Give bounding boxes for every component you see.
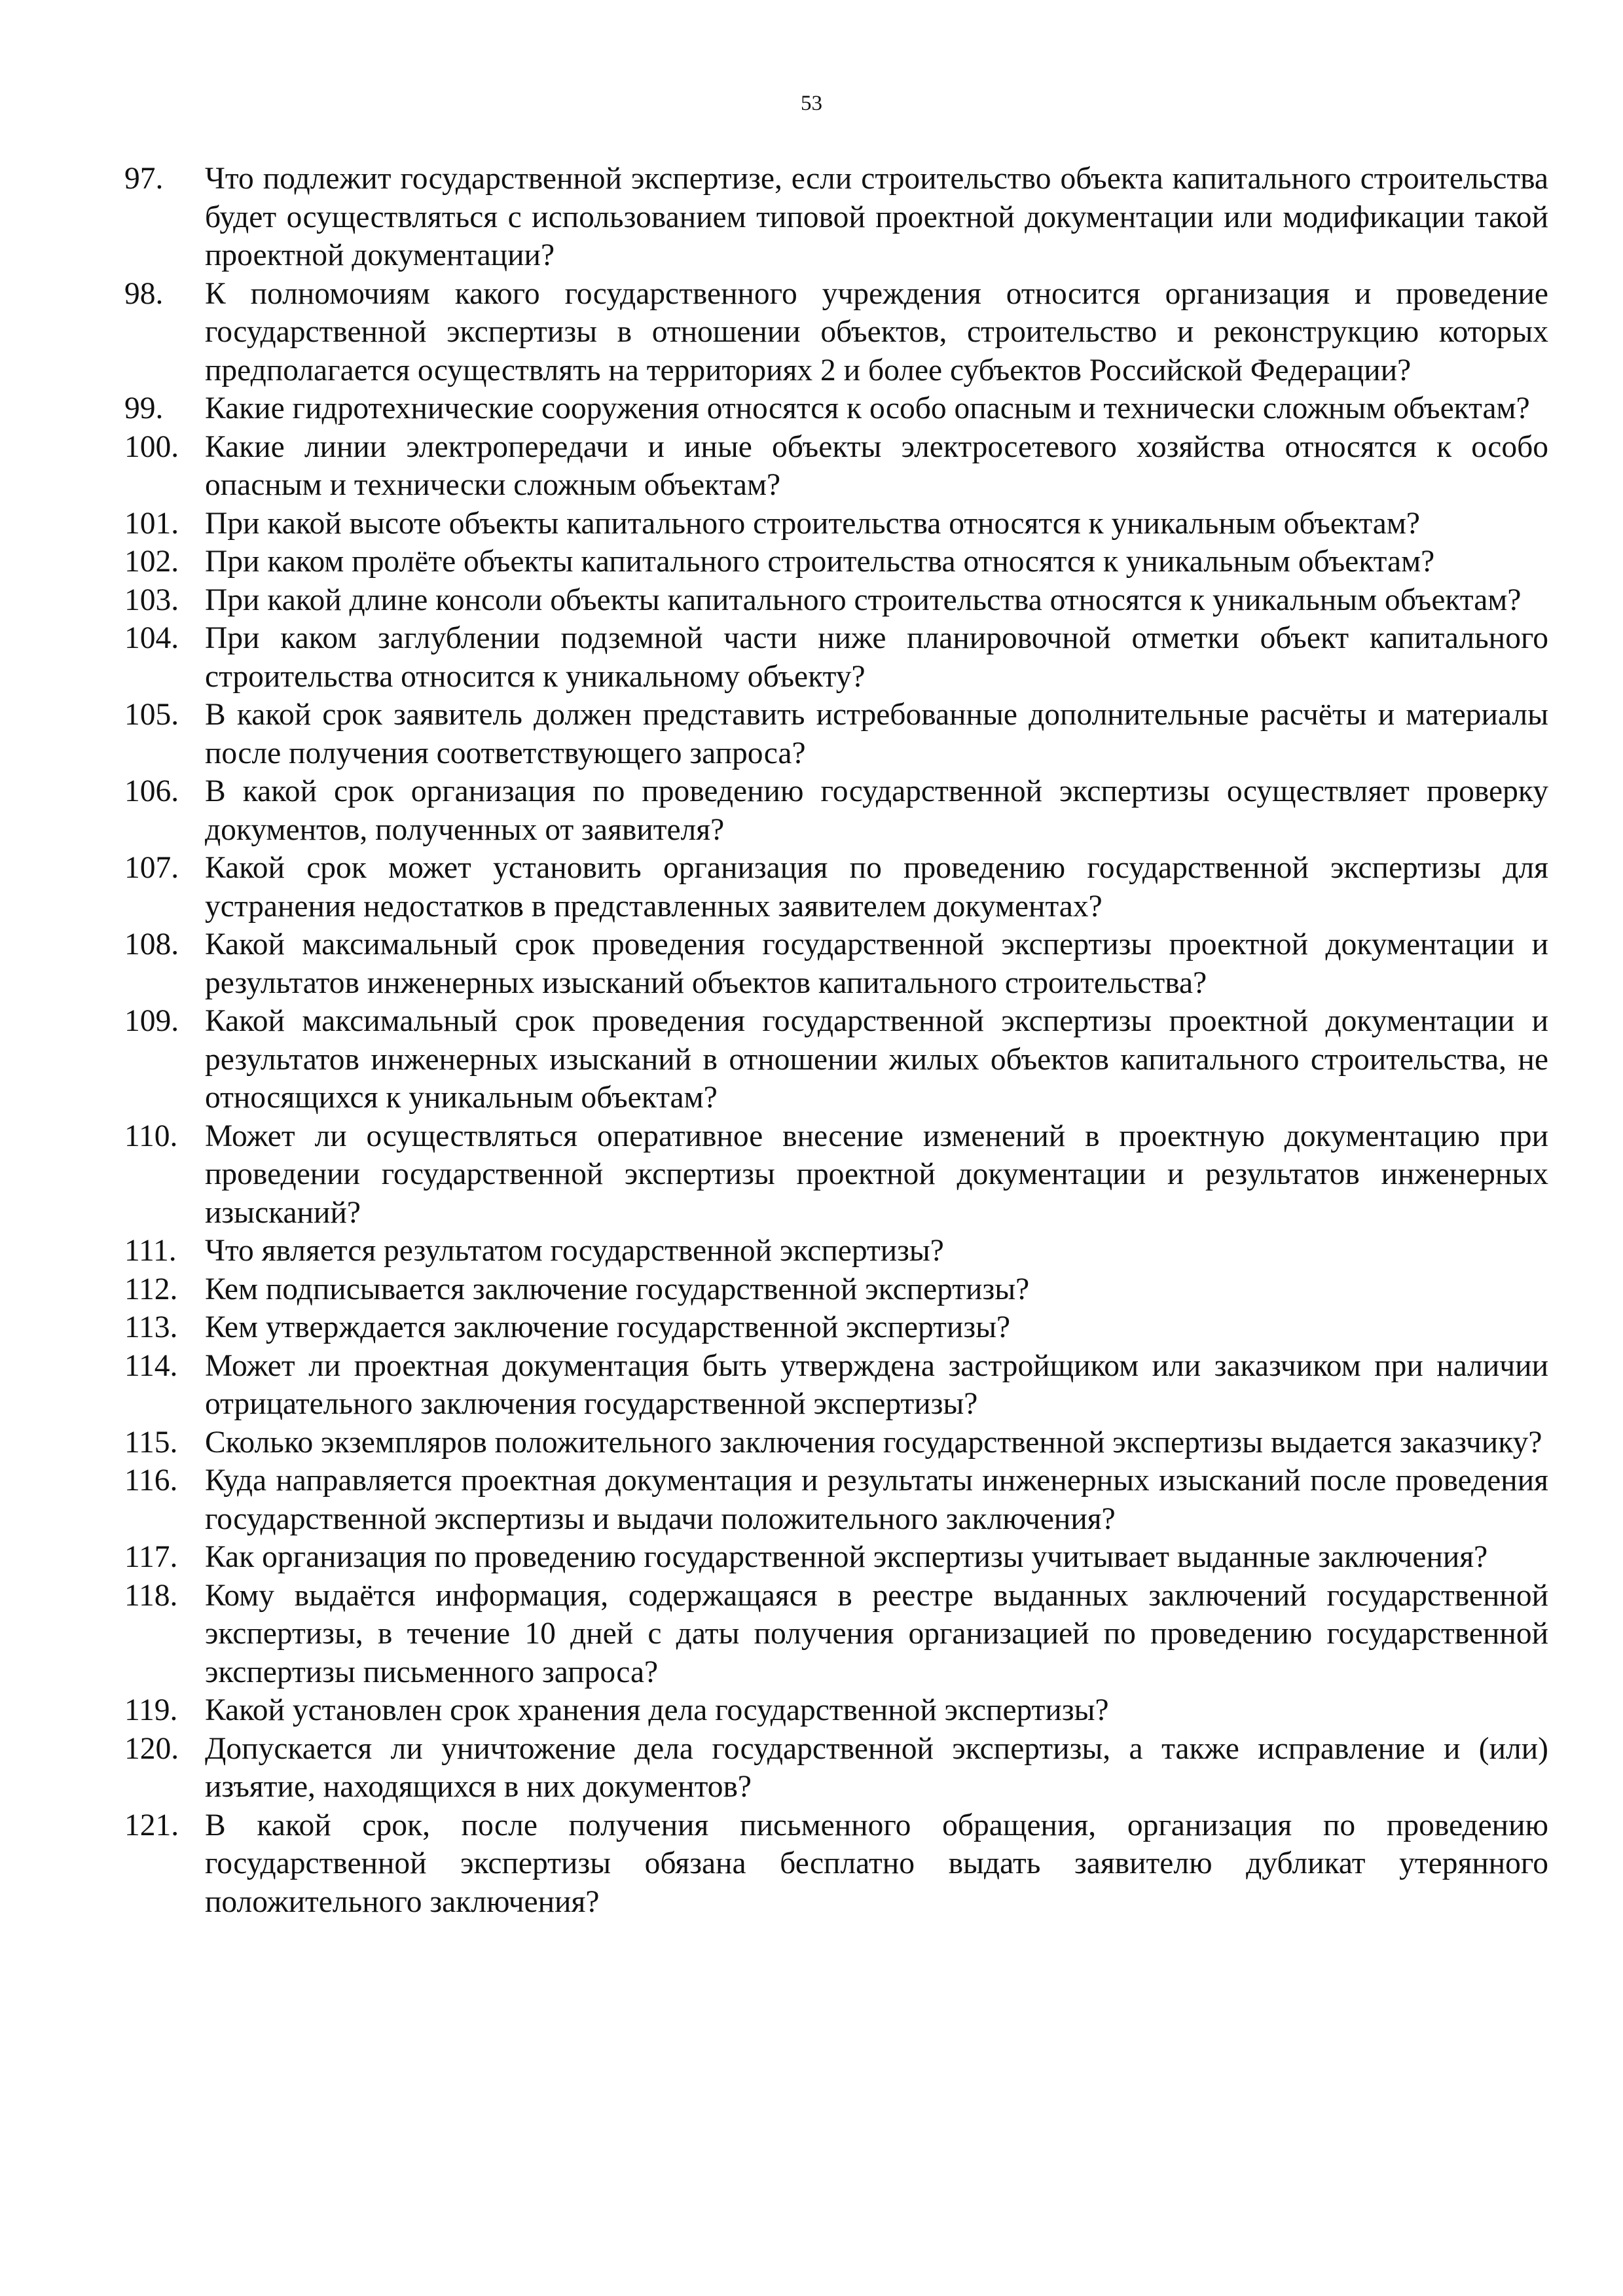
question-text: Сколько экземпляров положительного заключения государственной экспертизы выдается заказчику?	[205, 1425, 1542, 1460]
question-item	[124, 1424, 1548, 1462]
question-text: В какой срок заявитель должен представить истребованные дополнительные расчёты и материалы после получения соответствующего запроса?	[205, 698, 1548, 770]
question-item	[124, 1347, 1548, 1424]
question-number: 114.	[124, 1348, 178, 1383]
question-number: 118.	[124, 1578, 178, 1613]
question-number: 100.	[124, 429, 179, 464]
question-number: 111.	[124, 1234, 177, 1268]
question-item	[124, 543, 1548, 581]
question-item	[124, 925, 1548, 1002]
question-text: При какой высоте объекты капитального строительства относятся к уникальным объектам?	[205, 506, 1420, 541]
question-item	[124, 428, 1548, 505]
question-text: Кем подписывается заключение государственной экспертизы?	[205, 1272, 1030, 1306]
question-item	[124, 1806, 1548, 1922]
question-text: Какой срок может установить организация по проведению государственной экспертизы для устранения недостатков в представленных заявителем документах?	[205, 851, 1548, 924]
question-number: 107.	[124, 851, 179, 885]
question-number: 112.	[124, 1272, 178, 1306]
question-text: Что подлежит государственной экспертизе, если строительство объекта капитального строительства будет осуществляться с использованием типовой проектной документации или модификации такой проектной документации?	[205, 162, 1548, 272]
question-number: 119.	[124, 1693, 178, 1727]
question-number: 113.	[124, 1310, 178, 1344]
question-item	[124, 505, 1548, 543]
question-text: Какие гидротехнические сооружения относятся к особо опасным и технически сложным объектам?	[205, 391, 1530, 425]
question-text: В какой срок, после получения письменного обращения, организация по проведению государственной экспертизы обязана бесплатно выдать заявителю дубликат утерянного положительного заключения?	[205, 1808, 1548, 1919]
question-item	[124, 1538, 1548, 1577]
question-text: Может ли проектная документация быть утверждена застройщиком или заказчиком при наличии отрицательного заключения государственной экспертизы?	[205, 1348, 1548, 1421]
question-item	[124, 1577, 1548, 1692]
question-text: В какой срок организация по проведению государственной экспертизы осуществляет проверку документов, полученных от заявителя?	[205, 774, 1548, 847]
question-number: 109.	[124, 1004, 179, 1038]
question-item	[124, 1002, 1548, 1117]
question-item	[124, 389, 1548, 428]
question-number: 115.	[124, 1425, 178, 1460]
question-number: 121.	[124, 1808, 179, 1842]
question-text: При каком пролёте объекты капитального строительства относятся к уникальным объектам?	[205, 545, 1435, 579]
question-text: Что является результатом государственной экспертизы?	[205, 1234, 944, 1268]
question-number: 98.	[124, 276, 164, 311]
question-number: 120.	[124, 1731, 179, 1766]
question-number: 105.	[124, 698, 179, 732]
question-number: 106.	[124, 774, 179, 808]
question-number: 99.	[124, 391, 164, 425]
question-item	[124, 1730, 1548, 1806]
question-number: 97.	[124, 162, 164, 196]
question-text: При каком заглублении подземной части ниже планировочной отметки объект капитального строительства относится к уникальному объекту?	[205, 621, 1548, 694]
question-number: 117.	[124, 1540, 178, 1574]
question-item	[124, 1462, 1548, 1538]
question-text: Какой установлен срок хранения дела государственной экспертизы?	[205, 1693, 1109, 1727]
question-text: Кем утверждается заключение государственной экспертизы?	[205, 1310, 1011, 1344]
question-number: 102.	[124, 545, 179, 579]
question-number: 103.	[124, 583, 179, 617]
question-item	[124, 1308, 1548, 1347]
question-number: 110.	[124, 1119, 178, 1153]
question-text: Кому выдаётся информация, содержащаяся в реестре выданных заключений государственной экспертизы, в течение 10 дней с даты получения организацией по проведению государственной экспертизы письменного запроса?	[205, 1578, 1548, 1689]
question-item	[124, 160, 1548, 275]
question-number: 101.	[124, 506, 179, 541]
question-item	[124, 581, 1548, 620]
question-item	[124, 1117, 1548, 1232]
question-text: К полномочиям какого государственного учреждения относится организация и проведение государственной экспертизы в отношении объектов, строительство и реконструкцию которых предполагается осуществлять на территориях 2 и более субъектов Российской Федерации?	[205, 276, 1548, 387]
question-item	[124, 619, 1548, 696]
question-number: 104.	[124, 621, 179, 655]
question-text: Как организация по проведению государственной экспертизы учитывает выданные заключения?	[205, 1540, 1488, 1574]
question-item	[124, 696, 1548, 772]
question-text: Какие линии электропередачи и иные объекты электросетевого хозяйства относятся к особо опасным и технически сложным объектам?	[205, 429, 1548, 502]
question-item	[124, 275, 1548, 390]
question-text: Может ли осуществляться оперативное внесение изменений в проектную документацию при проведении государственной экспертизы проектной документации и результатов инженерных изысканий?	[205, 1119, 1548, 1230]
question-item	[124, 1270, 1548, 1309]
question-item	[124, 772, 1548, 849]
question-text: При какой длине консоли объекты капитального строительства относятся к уникальным объектам?	[205, 583, 1522, 617]
question-text: Какой максимальный срок проведения государственной экспертизы проектной документации и результатов инженерных изысканий в отношении жилых объектов капитального строительства, не относящихся к уникальным объектам?	[205, 1004, 1548, 1115]
question-item	[124, 1691, 1548, 1730]
question-item	[124, 1232, 1548, 1270]
question-text: Куда направляется проектная документация и результаты инженерных изысканий после проведения государственной экспертизы и выдачи положительного заключения?	[205, 1463, 1548, 1536]
question-list	[124, 160, 1548, 1921]
question-text: Какой максимальный срок проведения государственной экспертизы проектной документации и результатов инженерных изысканий объектов капитального строительства?	[205, 927, 1548, 1000]
question-item	[124, 849, 1548, 925]
question-number: 116.	[124, 1463, 178, 1498]
page-number: 53	[801, 92, 822, 115]
question-number: 108.	[124, 927, 179, 961]
question-text: Допускается ли уничтожение дела государственной экспертизы, а также исправление и (или) изъятие, находящихся в них документов?	[205, 1731, 1548, 1804]
